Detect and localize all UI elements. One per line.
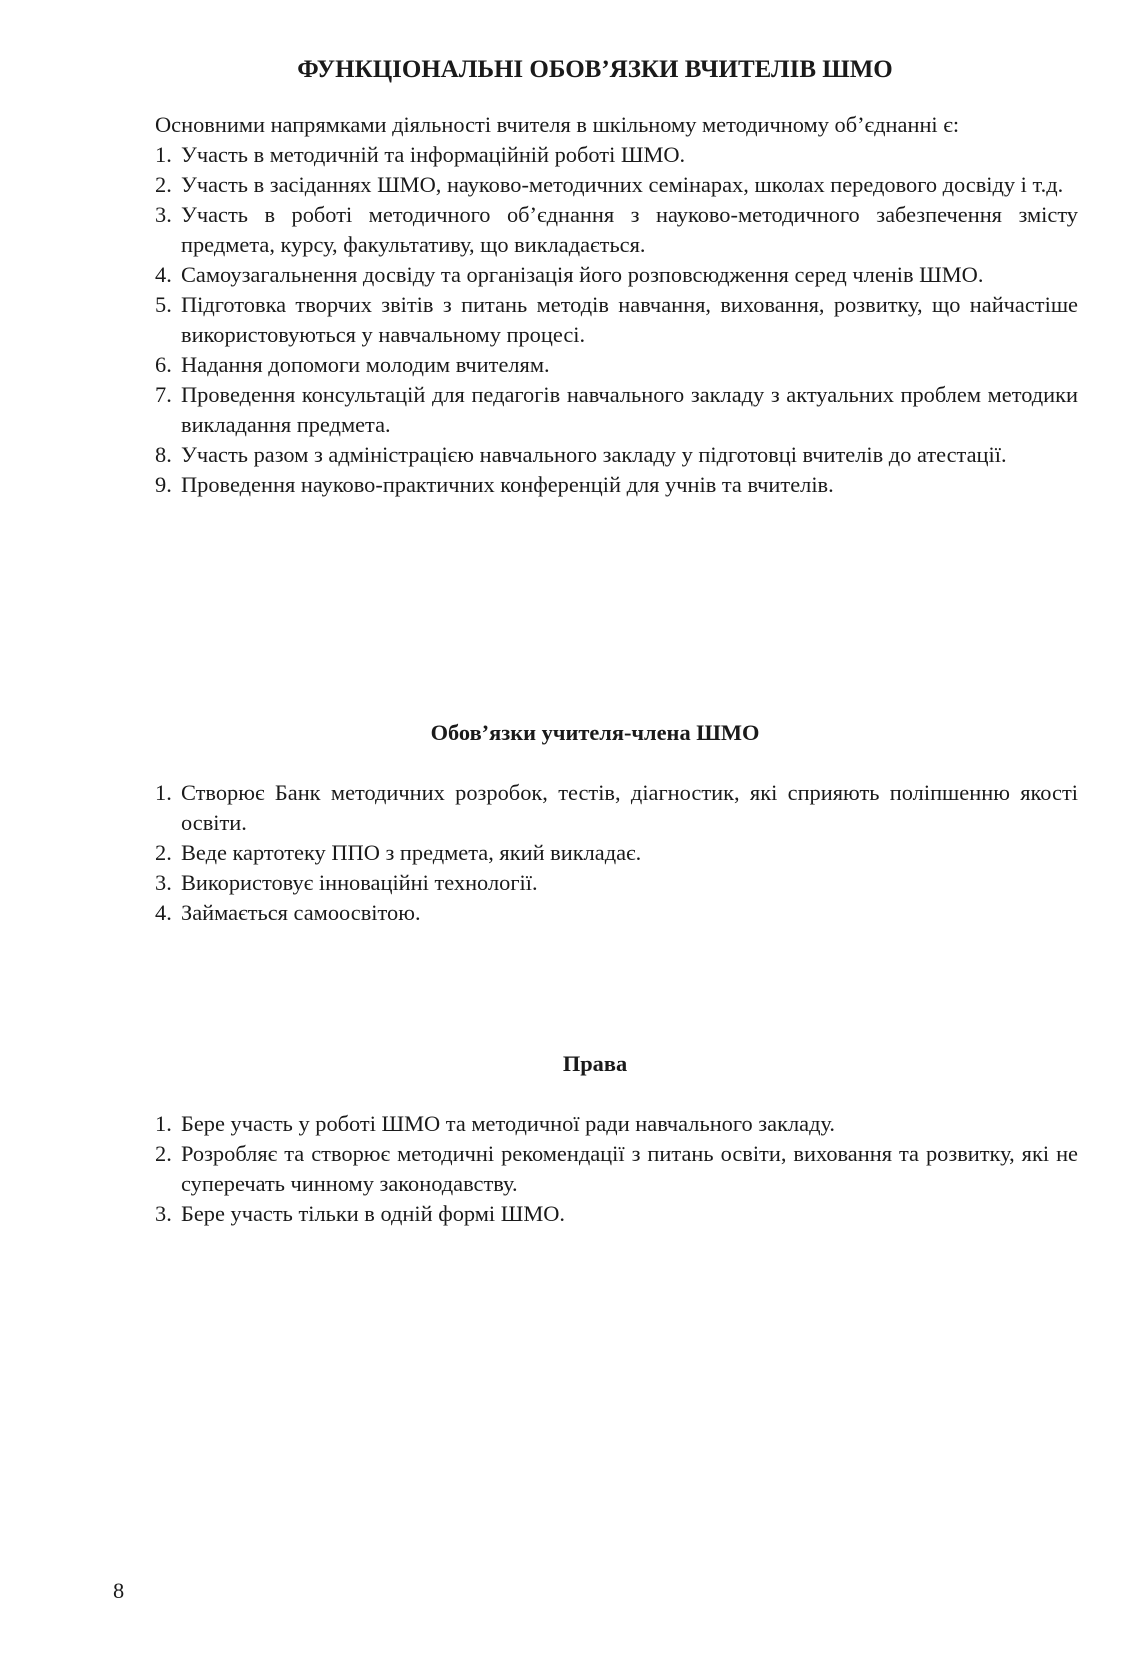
item-text: Надання допомоги молодим вчителям. — [181, 352, 550, 377]
item-number: 4. — [155, 262, 172, 287]
item-text: Самоузагальнення досвіду та організація його розповсюдження серед членів ШМО. — [181, 262, 984, 287]
list-item — [155, 440, 1078, 470]
item-number: 3. — [155, 202, 172, 227]
list-item — [155, 898, 1078, 928]
rights-heading: Права — [562, 1051, 628, 1076]
directions-section — [155, 110, 1078, 500]
item-number: 8. — [155, 442, 172, 467]
list-item — [155, 470, 1078, 500]
duties-section — [155, 778, 1078, 928]
item-number: 5. — [155, 292, 172, 317]
list-item — [155, 260, 1078, 290]
item-number: 2. — [155, 1141, 172, 1166]
page-number: 8 — [113, 1578, 125, 1603]
item-text: Бере участь тільки в одній формі ШМО. — [181, 1201, 566, 1226]
page-title: ФУНКЦІОНАЛЬНІ ОБОВ’ЯЗКИ ВЧИТЕЛІВ ШМО — [297, 56, 893, 83]
item-number: 6. — [155, 352, 172, 377]
list-item — [155, 170, 1078, 200]
list-item — [155, 868, 1078, 898]
item-number: 1. — [155, 780, 172, 805]
item-number: 3. — [155, 870, 172, 895]
item-text: Участь в роботі методичного об’єднання з науково-методичного забезпечення змісту предмета, курсу, факультативу, що викладається. — [181, 202, 1078, 257]
item-text: Займається самоосвітою. — [181, 900, 421, 925]
directions-list — [155, 140, 1078, 500]
item-text: Створює Банк методичних розробок, тестів, діагностик, які сприяють поліпшенню якості освіти. — [181, 780, 1078, 835]
list-item — [155, 1199, 1078, 1229]
item-number: 7. — [155, 382, 172, 407]
list-item — [155, 380, 1078, 440]
item-number: 2. — [155, 840, 172, 865]
item-number: 9. — [155, 472, 172, 497]
item-number: 1. — [155, 1111, 172, 1136]
list-item — [155, 350, 1078, 380]
rights-section — [155, 1109, 1078, 1229]
item-text: Веде картотеку ППО з предмета, який викладає. — [181, 840, 642, 865]
list-item — [155, 1139, 1078, 1199]
item-text: Участь разом з адміністрацією навчального закладу у підготовці вчителів до атестації. — [181, 442, 1007, 467]
item-text: Бере участь у роботі ШМО та методичної ради навчального закладу. — [181, 1111, 836, 1136]
item-text: Участь в методичній та інформаційній роботі ШМО. — [181, 142, 686, 167]
item-number: 3. — [155, 1201, 172, 1226]
list-item — [155, 200, 1078, 260]
item-number: 4. — [155, 900, 172, 925]
item-number: 2. — [155, 172, 172, 197]
duties-list — [155, 778, 1078, 928]
item-text: Проведення науково-практичних конференцій для учнів та вчителів. — [181, 472, 834, 497]
item-number: 1. — [155, 142, 172, 167]
item-text: Розробляє та створює методичні рекомендації з питань освіти, виховання та розвитку, які не суперечать чинному законодавству. — [181, 1141, 1078, 1196]
list-item — [155, 1109, 1078, 1139]
intro-paragraph: Основними напрямками діяльності вчителя в шкільному методичному об’єднанні є: — [155, 112, 960, 137]
duties-heading: Обов’язки учителя-члена ШМО — [430, 720, 760, 745]
item-text: Проведення консультацій для педагогів навчального закладу з актуальних проблем методики викладання предмета. — [181, 382, 1078, 437]
list-item — [155, 290, 1078, 350]
list-item — [155, 838, 1078, 868]
list-item — [155, 778, 1078, 838]
list-item — [155, 140, 1078, 170]
item-text: Використовує інноваційні технології. — [181, 870, 538, 895]
item-text: Підготовка творчих звітів з питань методів навчання, виховання, розвитку, що найчастіше використовуються у навчальному процесі. — [181, 292, 1078, 347]
rights-list — [155, 1109, 1078, 1229]
item-text: Участь в засіданнях ШМО, науково-методичних семінарах, школах передового досвіду і т.д. — [181, 172, 1064, 197]
